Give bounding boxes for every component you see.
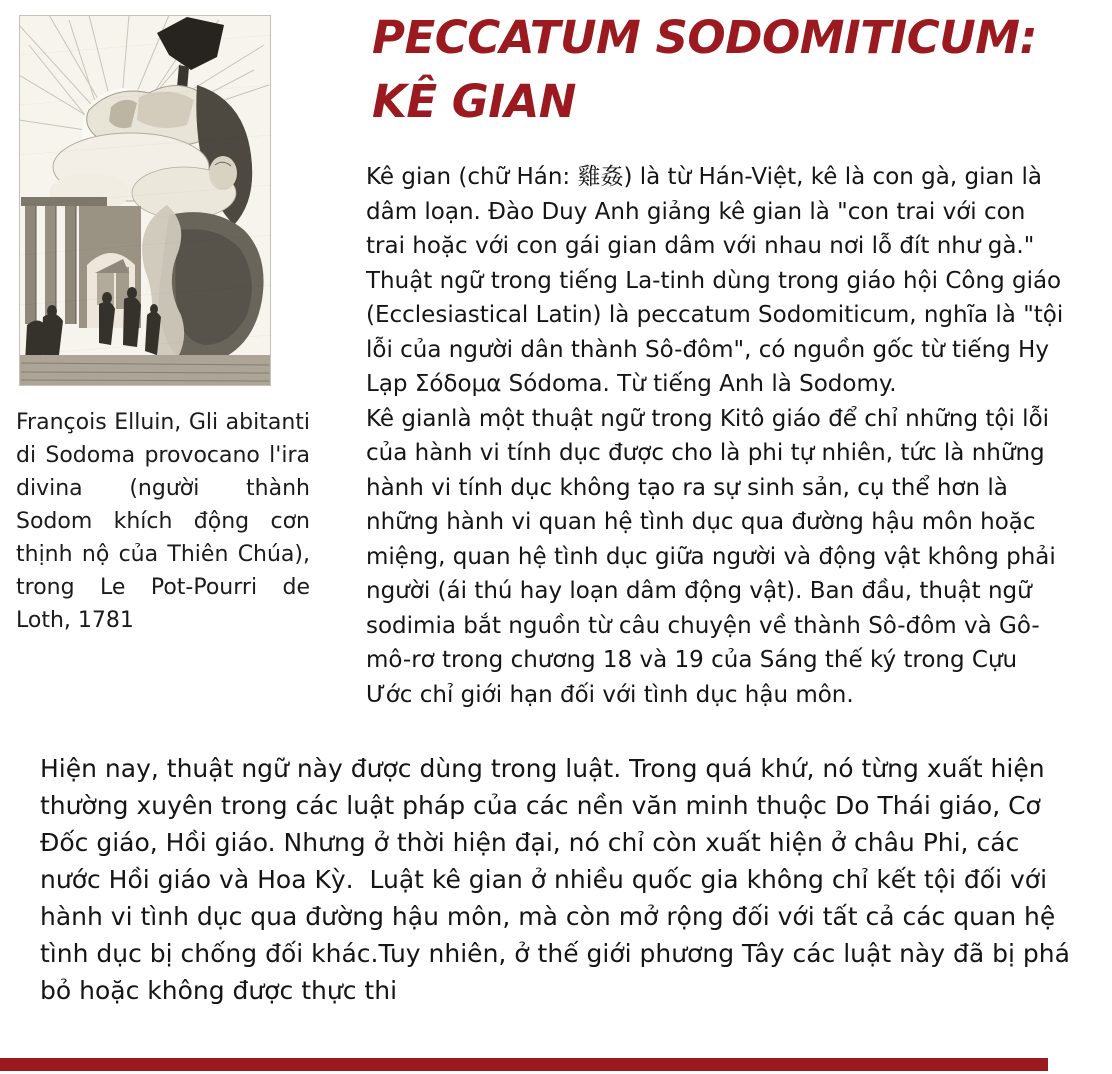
footer-accent-bar xyxy=(0,1058,1048,1071)
main-paragraph-2: Kê gianlà một thuật ngữ trong Kitô giáo để chỉ những tội lỗi của hành vi tính dục được cho là phi tự nhiên, tức là những hành vi tính dục không tạo ra sự sinh sản, cụ thể hơn là những hành vi quan hệ tình dục qua đường hậu môn hoặc miệng, quan hệ tình dục giữa người và động vật không phải người (ái thú hay loạn dâm động vật). Ban đầu, thuật ngữ sodimia bắt nguồn từ câu chuyện về thành Sô-đôm và Gô-mô-rơ trong chương 18 và 19 của Sáng thế ký trong Cựu Ước chỉ giới hạn đối với tình dục hậu môn. xyxy=(366,405,1064,708)
main-text-column xyxy=(366,160,1070,712)
footer-paragraph: Hiện nay, thuật ngữ này được dùng trong luật. Trong quá khứ, nó từng xuất hiện thường xuyên trong các luật pháp của các nền văn minh thuộc Do Thái giáo, Cơ Đốc giáo, Hồi giáo. Nhưng ở thời hiện đại, nó chỉ còn xuất hiện ở châu Phi, các nước Hồi giáo và Hoa Kỳ. Luật kê gian ở nhiều quốc gia không chỉ kết tội đối với hành vi tình dục qua đường hậu môn, mà còn mở rộng đối với tất cả các quan hệ tình dục bị chống đối khác.Tuy nhiên, ở thế giới phương Tây các luật này đã bị phá bỏ hoặc không được thực thi xyxy=(40,754,1078,1005)
page-title xyxy=(372,6,1104,134)
page-title-line2: KÊ GIAN xyxy=(372,75,576,128)
main-paragraph-1: Kê gian (chữ Hán: 雞姦) là từ Hán-Việt, kê là con gà, gian là dâm loạn. Đào Duy Anh giảng kê gian là "con trai với con trai hoặc với con gái gian dâm với nhau nơi lỗ đít như gà." Thuật ngữ trong tiếng La-tinh dùng trong giáo hội Công giáo (Ecclesiastical Latin) là peccatum Sodomiticum, nghĩa là "tội lỗi của người dân thành Sô-đôm", có nguồn gốc từ tiếng Hy Lạp Σόδομα Sódoma. Từ tiếng Anh là Sodomy. xyxy=(366,164,1071,397)
page-title-line1: PECCATUM SODOMITICUM: xyxy=(372,11,1038,64)
engraving-elluin-sodom-image xyxy=(19,15,271,386)
image-caption: François Elluin, Gli abitanti di Sodoma provocano l'ira divina (người thành Sodom khích động cơn thịnh nộ của Thiên Chúa), trong Le Pot-Pourri de Loth, 1781 xyxy=(16,410,310,633)
